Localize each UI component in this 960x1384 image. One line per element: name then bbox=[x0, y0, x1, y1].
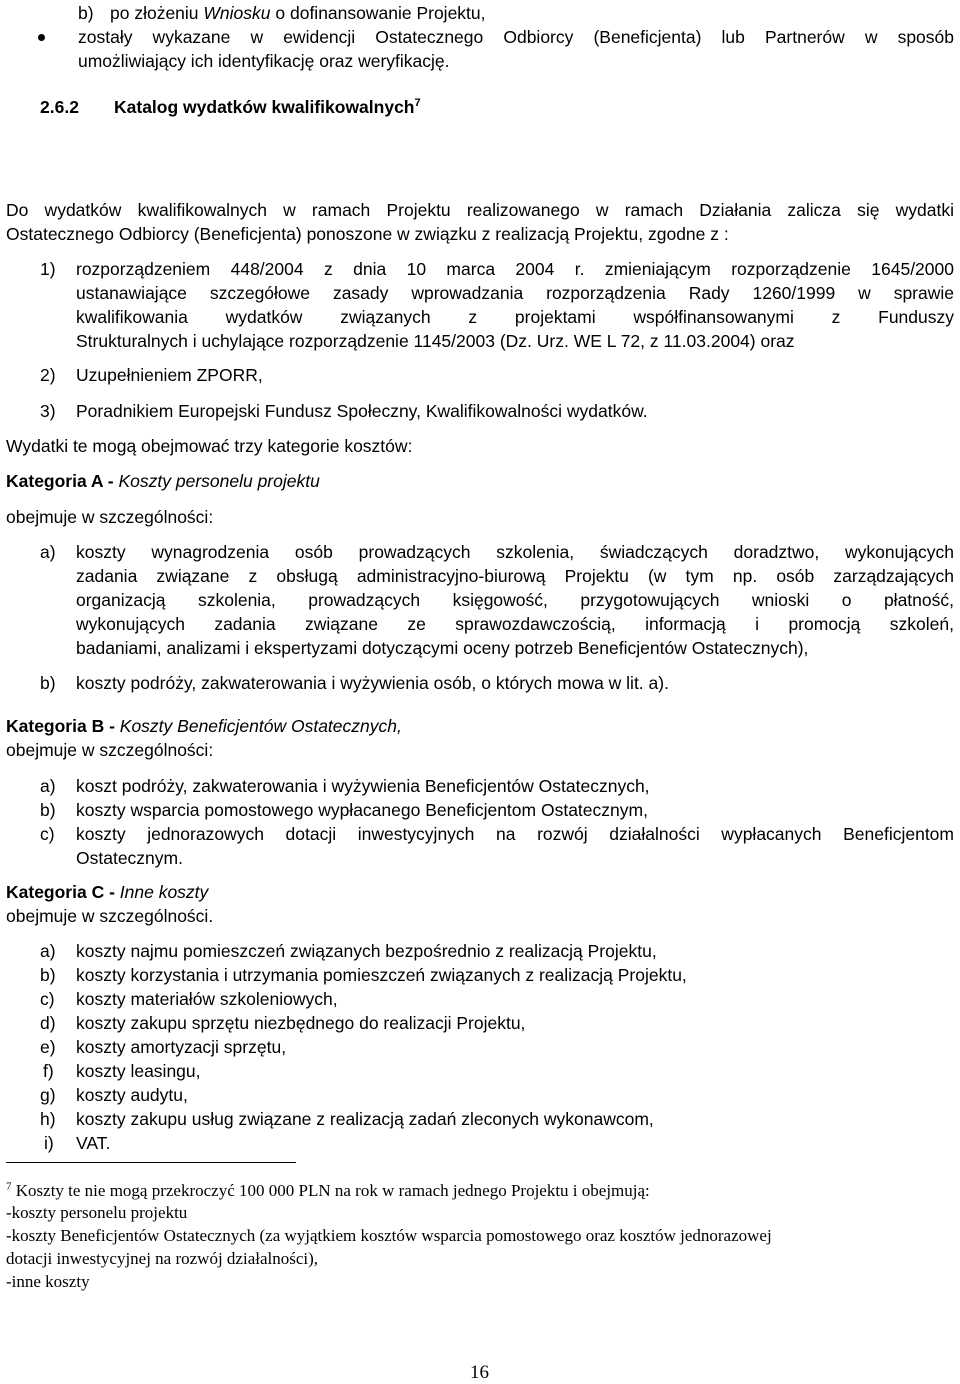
footnote-ref: 7 bbox=[414, 97, 421, 110]
cat-a-item-b-label: b) bbox=[40, 673, 56, 693]
footnote-separator bbox=[6, 1162, 296, 1163]
cat-c-item-d-text: koszty zakupu sprzętu niezbędnego do realizacji Projektu, bbox=[76, 1013, 526, 1033]
intro-line2: Ostatecznego Odbiorcy (Beneficjenta) ponoszone w związku z realizacją Projektu, zgodne z : bbox=[6, 224, 729, 244]
cat-c-item-a-text: koszty najmu pomieszczeń związanych bezpośrednio z realizacją Projektu, bbox=[76, 941, 657, 961]
categories-intro: Wydatki te mogą obejmować trzy kategorie kosztów: bbox=[6, 436, 413, 456]
cat-a-item-a-label: a) bbox=[40, 542, 56, 562]
bullet-dot bbox=[38, 34, 45, 41]
cat-b-item-b-label: b) bbox=[40, 800, 56, 820]
footnote-line3: -koszty Beneficjentów Ostatecznych (za wyjątkiem kosztów wsparcia pomostowego oraz kosztów jednorazowej bbox=[6, 1226, 772, 1245]
cat-c-item-g-label: g) bbox=[40, 1085, 56, 1105]
source-1-line1: rozporządzeniem 448/2004 z dnia 10 marca 2004 r. zmieniającym rozporządzenie 1645/2000 bbox=[76, 259, 954, 279]
footnote-mark: 7 bbox=[6, 1180, 12, 1193]
cat-c-item-f-text: koszty leasingu, bbox=[76, 1061, 201, 1081]
page-number: 16 bbox=[470, 1362, 489, 1383]
footnote-line1: $^7$ Koszty te nie mogą przekroczyć 100 000 PLN na rok w ramach jednego Projektu i obejmują: bbox=[6, 1180, 650, 1200]
footnote-line2: -koszty personelu projektu bbox=[6, 1203, 188, 1222]
footnote-line4: dotacji inwestycyjnej na rozwój działalności), bbox=[6, 1249, 319, 1268]
cat-a-item-a-line5: badaniami, analizami i ekspertyzami dotyczącymi oceny potrzeb Beneficjentów Ostatecznych), bbox=[76, 638, 809, 658]
cat-a-item-a-line4: wykonujących zadania związane ze sprawozdawczością, informacją i promocją szkoleń, bbox=[76, 614, 954, 634]
cat-a-item-a-line1: koszty wynagrodzenia osób prowadzących szkolenia, świadczących doradztwo, wykonujących bbox=[76, 542, 954, 562]
cat-c-item-i-text: VAT. bbox=[76, 1133, 111, 1153]
footnote-line5: -inne koszty bbox=[6, 1272, 90, 1291]
source-3-label: 3) bbox=[40, 401, 56, 421]
cat-c-item-e-text: koszty amortyzacji sprzętu, bbox=[76, 1037, 287, 1057]
cat-b-item-c-line1: koszty jednorazowych dotacji inwestycyjnych na rozwój działalności wypłacanych Beneficjentom bbox=[76, 824, 954, 844]
cat-c-item-a-label: a) bbox=[40, 941, 56, 961]
top-item-label: b) bbox=[78, 3, 94, 23]
cat-c-item-b-label: b) bbox=[40, 965, 56, 985]
cat-c-item-g-text: koszty audytu, bbox=[76, 1085, 188, 1105]
category-c-covers: obejmuje w szczególności. bbox=[6, 906, 214, 926]
section-number: 2.6.2 bbox=[40, 97, 79, 117]
source-2-line1: Uzupełnieniem ZPORR, bbox=[76, 365, 263, 385]
cat-a-item-a-line2: zadania związane z obsługą administracyjno-biurową Projektu (w tym np. osób zarządzających bbox=[76, 566, 954, 586]
cat-c-item-i-label: i) bbox=[44, 1133, 54, 1153]
top-item-line2: zostały wykazane w ewidencji Ostatecznego Odbiorcy (Beneficjenta) lub Partnerów w sposób bbox=[78, 27, 954, 47]
cat-c-item-d-label: d) bbox=[40, 1013, 56, 1033]
cat-a-item-b-line1: koszty podróży, zakwaterowania i wyżywienia osób, o których mowa w lit. a). bbox=[76, 673, 669, 693]
cat-b-item-c-line2: Ostatecznym. bbox=[76, 848, 183, 868]
category-b-heading: Kategoria B - Koszty Beneficjentów Ostatecznych, bbox=[6, 716, 402, 736]
cat-b-item-a-label: a) bbox=[40, 776, 56, 796]
source-2-label: 2) bbox=[40, 365, 56, 385]
category-c-heading: Kategoria C - Inne koszty bbox=[6, 882, 209, 902]
cat-a-item-a-line3: organizacją szkolenia, prowadzących księgowość, przygotowujących wnioski o płatność, bbox=[76, 590, 954, 610]
category-a-covers: obejmuje w szczególności: bbox=[6, 507, 214, 527]
cat-b-item-b-line1: koszty wsparcia pomostowego wypłacanego Beneficjentom Ostatecznym, bbox=[76, 800, 648, 820]
top-item-line1: po złożeniu Wniosku o dofinansowanie Projektu, bbox=[110, 3, 486, 23]
cat-b-item-c-label: c) bbox=[40, 824, 55, 844]
source-1-line3: kwalifikowania wydatków związanych z projektami współfinansowanymi z Funduszy bbox=[76, 307, 954, 327]
cat-c-item-h-label: h) bbox=[40, 1109, 56, 1129]
cat-c-item-h-text: koszty zakupu usług związane z realizacją zadań zleconych wykonawcom, bbox=[76, 1109, 654, 1129]
intro-line1: Do wydatków kwalifikowalnych w ramach Projektu realizowanego w ramach Działania zalicza się wydatki bbox=[6, 200, 954, 220]
cat-c-item-c-text: koszty materiałów szkoleniowych, bbox=[76, 989, 338, 1009]
source-1-line4: Strukturalnych i uchylające rozporządzenie 1145/2003 (Dz. Urz. WE L 72, z 11.03.2004) oraz bbox=[76, 331, 795, 351]
top-item-line3: umożliwiający ich identyfikację oraz weryfikację. bbox=[78, 51, 450, 71]
category-a-heading: Kategoria A - Koszty personelu projektu bbox=[6, 471, 320, 491]
cat-c-item-b-text: koszty korzystania i utrzymania pomieszczeń związanych z realizacją Projektu, bbox=[76, 965, 687, 985]
cat-c-item-c-label: c) bbox=[40, 989, 55, 1009]
source-3-line1: Poradnikiem Europejski Fundusz Społeczny, Kwalifikowalności wydatków. bbox=[76, 401, 648, 421]
cat-c-item-f-label: f) bbox=[43, 1061, 54, 1081]
source-1-label: 1) bbox=[40, 259, 56, 279]
category-b-covers: obejmuje w szczególności: bbox=[6, 740, 214, 760]
section-title: Katalog wydatków kwalifikowalnych$^7$ bbox=[114, 97, 421, 117]
cat-b-item-a-line1: koszt podróży, zakwaterowania i wyżywienia Beneficjentów Ostatecznych, bbox=[76, 776, 650, 796]
cat-c-item-e-label: e) bbox=[40, 1037, 56, 1057]
source-1-line2: ustanawiające szczegółowe zasady wprowadzania rozporządzenia Rady 1260/1999 w sprawie bbox=[76, 283, 954, 303]
